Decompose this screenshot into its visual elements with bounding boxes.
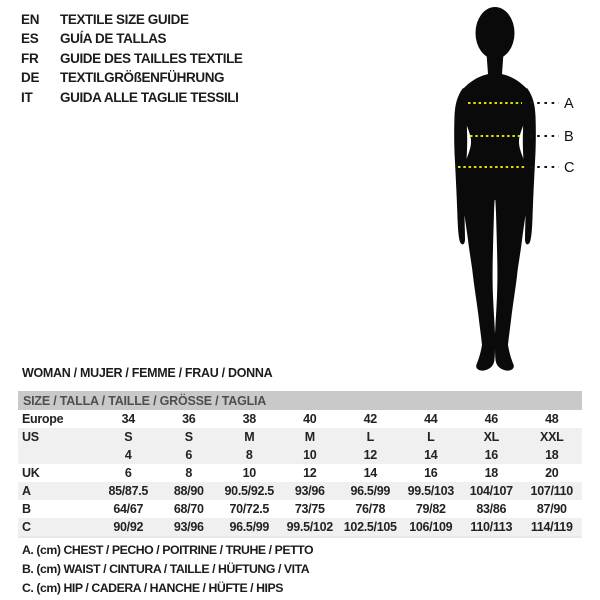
size-cell: 42 — [363, 412, 377, 426]
language-row — [21, 49, 243, 68]
size-cell: S — [98, 428, 159, 446]
size-cell: 114/119 — [522, 518, 583, 537]
size-cell: 6 — [124, 466, 132, 480]
size-cell: XXL — [522, 428, 583, 446]
size-cell: 4 — [98, 446, 159, 464]
table-row — [18, 518, 582, 537]
size-cell: 87/90 — [536, 502, 567, 516]
language-row — [21, 10, 243, 29]
row-label: US — [18, 428, 98, 446]
language-code: IT — [21, 89, 33, 105]
size-cell: 16 — [461, 446, 522, 464]
size-cell: 18 — [522, 446, 583, 464]
language-code: FR — [21, 50, 39, 66]
language-code: DE — [21, 70, 40, 86]
language-title: TEXTILE SIZE GUIDE — [60, 12, 189, 27]
size-cell: 106/109 — [401, 518, 462, 537]
size-cell: 93/96 — [280, 482, 341, 500]
row-label — [18, 446, 98, 464]
size-cell: 14 — [363, 466, 377, 480]
size-cell: L — [340, 428, 401, 446]
language-title: GUIDA ALLE TAGLIE TESSILI — [60, 89, 239, 105]
size-cell: 6 — [159, 446, 220, 464]
size-table — [18, 391, 582, 538]
silhouette-right-leg — [495, 189, 528, 371]
size-table-body — [18, 410, 582, 537]
size-cell: 14 — [401, 446, 462, 464]
language-code: ES — [21, 31, 39, 47]
size-cell: 85/87.5 — [98, 482, 159, 500]
language-code: EN — [21, 12, 40, 27]
section-title: WOMAN / MUJER / FEMME / FRAU / DONNA — [22, 366, 273, 380]
size-cell: 40 — [303, 412, 317, 426]
size-cell: 102.5/105 — [340, 518, 401, 537]
woman-silhouette-figure — [420, 4, 600, 376]
row-label: Europe — [22, 412, 64, 426]
language-list — [21, 10, 243, 107]
size-cell: 96.5/99 — [340, 482, 401, 500]
size-cell: 10 — [280, 446, 341, 464]
size-cell: 20 — [545, 466, 559, 480]
row-label: UK — [22, 466, 40, 480]
row-label: B — [22, 502, 31, 516]
row-label: A — [18, 482, 98, 500]
size-cell: 34 — [121, 412, 135, 426]
size-cell: 8 — [219, 446, 280, 464]
language-title: GUIDE DES TAILLES TEXTILE — [60, 50, 243, 66]
size-cell: 36 — [182, 412, 196, 426]
size-cell: 12 — [340, 446, 401, 464]
size-cell: 93/96 — [159, 518, 220, 537]
legend-row: C. (cm) HIP / CADERA / HANCHE / HÜFTE / HIPS — [22, 580, 284, 595]
size-cell: 90.5/92.5 — [219, 482, 280, 500]
size-cell: 99.5/102 — [280, 518, 341, 537]
size-cell: 68/70 — [173, 502, 204, 516]
chest-label: A — [564, 96, 574, 112]
size-cell: 48 — [545, 412, 559, 426]
size-cell: 96.5/99 — [219, 518, 280, 537]
legend-row: B. (cm) WAIST / CINTURA / TAILLE / HÜFTUNG / VITA — [22, 561, 310, 576]
size-cell: 18 — [484, 466, 498, 480]
size-cell: 90/92 — [98, 518, 159, 537]
hip-label: C — [564, 160, 575, 176]
row-label: C — [18, 518, 98, 537]
size-cell: L — [401, 428, 462, 446]
size-cell: 76/78 — [355, 502, 386, 516]
size-cell: 79/82 — [415, 502, 446, 516]
size-cell: 88/90 — [159, 482, 220, 500]
size-cell: XL — [461, 428, 522, 446]
size-cell: 10 — [242, 466, 256, 480]
language-title: TEXTILGRÖßENFÜHRUNG — [60, 70, 225, 86]
size-cell: 46 — [484, 412, 498, 426]
size-cell: 73/75 — [294, 502, 325, 516]
legend-list — [22, 541, 313, 597]
table-row — [18, 464, 582, 482]
size-cell: 83/86 — [476, 502, 507, 516]
size-cell: S — [159, 428, 220, 446]
size-cell: 12 — [303, 466, 317, 480]
size-cell: 38 — [242, 412, 256, 426]
size-cell: 8 — [185, 466, 193, 480]
size-cell: 64/67 — [113, 502, 144, 516]
size-cell: M — [280, 428, 341, 446]
size-cell: 104/107 — [461, 482, 522, 500]
table-row — [18, 482, 582, 500]
silhouette-left-leg — [462, 189, 495, 371]
table-header-row — [18, 391, 582, 410]
size-cell: 107/110 — [522, 482, 583, 500]
size-cell: 110/113 — [461, 518, 522, 537]
language-title: GUÍA DE TALLAS — [60, 31, 167, 47]
table-row — [18, 500, 582, 518]
table-row — [18, 428, 582, 446]
table-header-label: SIZE / TALLA / TAILLE / GRÖSSE / TAGLIA — [18, 391, 582, 410]
language-row — [21, 68, 243, 87]
size-cell: 44 — [424, 412, 438, 426]
size-cell: 16 — [424, 466, 438, 480]
table-row — [18, 446, 582, 464]
size-cell: M — [219, 428, 280, 446]
silhouette-neck — [486, 46, 504, 74]
table-row — [18, 410, 582, 428]
size-cell: 99.5/103 — [401, 482, 462, 500]
size-cell: 70/72.5 — [229, 502, 270, 516]
language-row — [21, 88, 243, 107]
waist-label: B — [564, 129, 574, 145]
legend-row: A. (cm) CHEST / PECHO / POITRINE / TRUHE / PETTO — [22, 543, 314, 557]
language-row — [21, 29, 243, 48]
